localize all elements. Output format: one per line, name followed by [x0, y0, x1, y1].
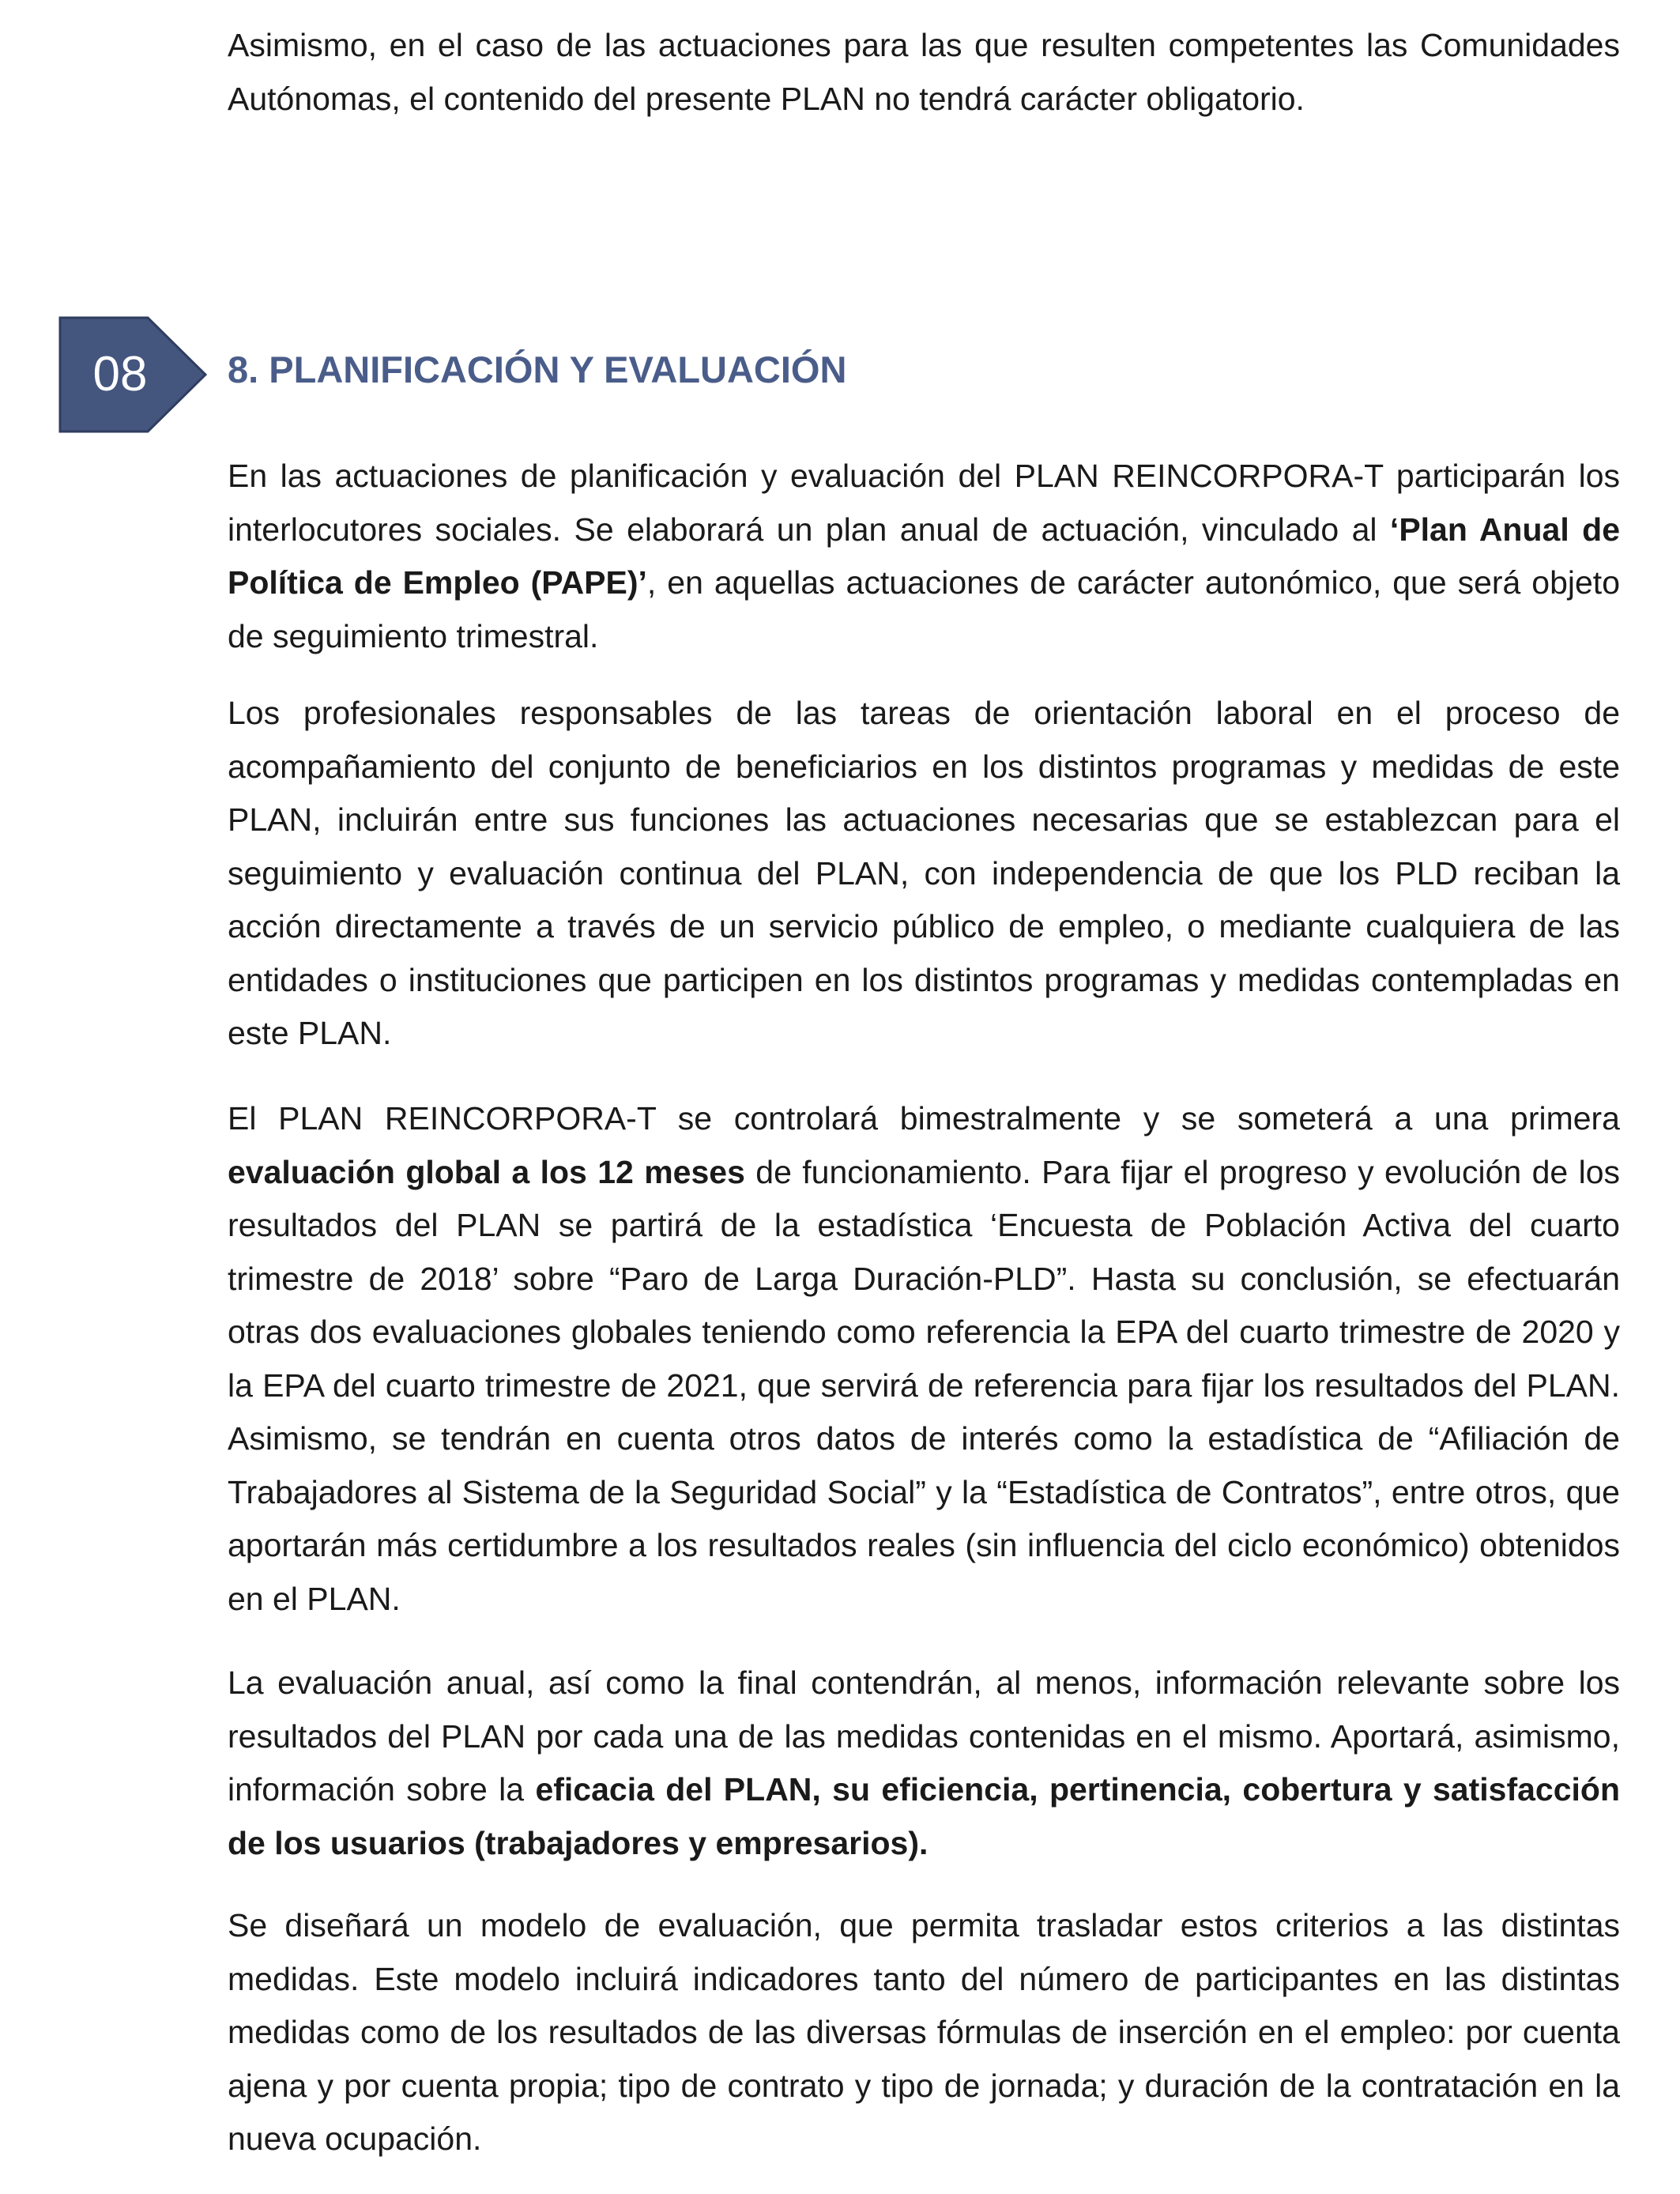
paragraph-bold-text: ‘Plan Anual de Política de Empleo (PAPE)’	[228, 511, 1620, 601]
paragraph-text: , en aquellas actuaciones de carácter autonómico, que será objeto de seguimiento trimestral.	[228, 564, 1620, 654]
section-number-badge	[58, 316, 209, 433]
paragraph-bold-text: evaluación global a los 12 meses	[228, 1153, 745, 1190]
paragraph-control	[228, 1092, 1620, 1626]
paragraph-text: Se diseñará un modelo de evaluación, que permita trasladar estos criterios a las distintas medidas. Este modelo incluirá indicadores tanto del número de participantes en las distintas medidas como de los resultados de las diversas fórmulas de inserción en el empleo: por cuenta ajena y por cuenta propia; tipo de contrato y tipo de jornada; y duración de la contratación en la nueva ocupación.	[228, 1907, 1620, 2157]
paragraph-evaluation-model	[228, 1899, 1620, 2166]
paragraph-text: de funcionamiento. Para fijar el progreso y evolución de los resultados del PLAN se partirá de la estadística ‘Encuesta de Población Activa del cuarto trimestre de 2018’ sobre “Paro de Larga Duración-PLD”. Hasta su conclusión, se efectuarán otras dos evaluaciones globales teniendo como referencia la EPA del cuarto trimestre de 2020 y la EPA del cuarto trimestre de 2021, que servirá de referencia para fijar los resultados del PLAN. Asimismo, se tendrán en cuenta otros datos de interés como la estadística de “Afiliación de Trabajadores al Sistema de la Seguridad Social” y la “Estadística de Contratos”, entre otros, que aportarán más certidumbre a los resultados reales (sin influencia del ciclo económico) obtenidos en el PLAN.	[228, 1153, 1620, 1617]
intro-text: Asimismo, en el caso de las actuaciones para las que resulten competentes las Comunidades Autónomas, el contenido del presente PLAN no tendrá carácter obligatorio.	[228, 27, 1620, 117]
paragraph-text: El PLAN REINCORPORA-T se controlará bimestralmente y se someterá a una primera	[228, 1100, 1620, 1137]
paragraph-text: En las actuaciones de planificación y evaluación del PLAN REINCORPORA-T participarán los interlocutores sociales. Se elaborará un plan anual de actuación, vinculado al	[228, 458, 1620, 548]
section-title: 8. PLANIFICACIÓN Y EVALUACIÓN	[228, 349, 847, 390]
paragraph-professionals	[228, 687, 1620, 1061]
paragraph-bold-text: eficacia del PLAN, su eficiencia, pertinencia, cobertura y satisfacción de los usuarios (trabajadores y empresarios).	[228, 1771, 1620, 1861]
paragraph-planning	[228, 450, 1620, 663]
paragraph-annual-evaluation	[228, 1657, 1620, 1870]
intro-paragraph	[228, 19, 1620, 126]
section-number: 08	[92, 347, 148, 401]
paragraph-text: Los profesionales responsables de las tareas de orientación laboral en el proceso de acompañamiento del conjunto de beneficiarios en los distintos programas y medidas de este PLAN, incluirán entre sus funciones las actuaciones necesarias que se establezcan para el seguimiento y evaluación continua del PLAN, con independencia de que los PLD reciban la acción directamente a través de un servicio público de empleo, o mediante cualquiera de las entidades o instituciones que participen en los distintos programas y medidas contempladas en este PLAN.	[228, 695, 1620, 1051]
paragraph-text: La evaluación anual, así como la final contendrán, al menos, información relevante sobre los resultados del PLAN por cada una de las medidas contenidas en el mismo. Aportará, asimismo, información sobre la	[228, 1664, 1620, 1808]
